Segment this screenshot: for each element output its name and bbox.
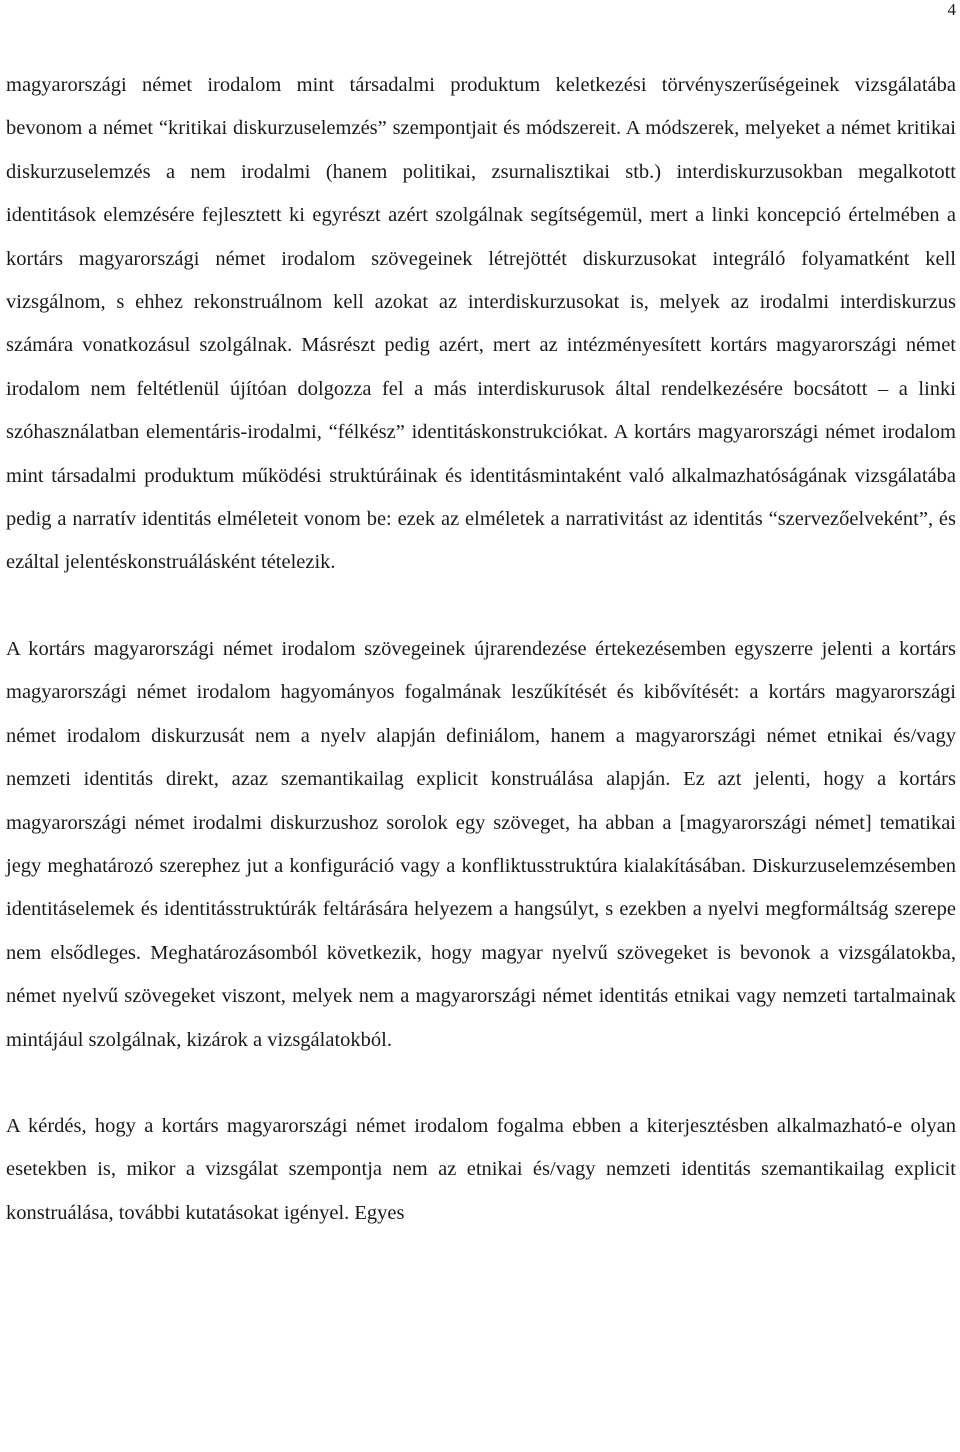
document-body	[6, 64, 956, 1235]
paragraph-1: magyarországi német irodalom mint társadalmi produktum keletkezési törvényszerűségeinek vizsgálatába bevonom a német “kritikai diskurzuselemzés” szempontjait és módszereit. A módszerek, melyeket a német kritikai diskurzuselemzés a nem irodalmi (hanem politikai, zsurnalisztikai stb.) interdiskurzusokban megalkotott identitások elemzésére fejlesztett ki egyrészt azért szolgálnak segítségemül, mert a linki koncepció értelmében a kortárs magyarországi német irodalom szövegeinek létrejöttét diskurzusokat integráló folyamatként kell vizsgálnom, s ehhez rekonstruálnom kell azokat az interdiskurzusokat is, melyek az irodalmi interdiskurzus számára vonatkozásul szolgálnak. Másrészt pedig azért, mert az intézményesített kortárs magyarországi német irodalom nem feltétlenül újítóan dolgozza fel a más interdiskurusok által rendelkezésére bocsátott – a linki szóhasználatban elementáris-irodalmi, “félkész” identitáskonstrukciókat. A kortárs magyarországi német irodalom mint társadalmi produktum működési struktúráinak és identitásmintaként való alkalmazhatóságának vizsgálatába pedig a narratív identitás elméleteit vonom be: ezek az elméletek a narrativitást az identitás “szervezőelveként”, és ezáltal jelentéskonstruálásként tételezik.	[6, 74, 956, 574]
paragraph-2: A kortárs magyarországi német irodalom szövegeinek újrarendezése értekezésemben egyszerre jelenti a kortárs magyarországi német irodalom hagyományos fogalmának leszűkítését és kibővítését: a kortárs magyarországi német irodalom diskurzusát nem a nyelv alapján definiálom, hanem a magyarországi német etnikai és/vagy nemzeti identitás direkt, azaz szemantikailag explicit konstruálása alapján. Ez azt jelenti, hogy a kortárs magyarországi német irodalmi diskurzushoz sorolok egy szöveget, ha abban a [magyarországi német] tematikai jegy meghatározó szerephez jut a konfiguráció vagy a konfliktusstruktúra kialakításában. Diskurzuselemzésemben identitáselemek és identitásstruktúrák feltárására helyezem a hangsúlyt, s ezekben a nyelvi megformáltság szerepe nem elsődleges. Meghatározásomból következik, hogy magyar nyelvű szövegeket is bevonok a vizsgálatokba, német nyelvű szövegeket viszont, melyek nem a magyarországi német identitás etnikai vagy nemzeti tartalmainak mintájául szolgálnak, kizárok a vizsgálatokból.	[6, 637, 956, 1051]
paragraph-3: A kérdés, hogy a kortárs magyarországi német irodalom fogalma ebben a kiterjesztésben alkalmazható-e olyan esetekben is, mikor a vizsgálat szempontja nem az etnikai és/vagy nemzeti identitás szemantikailag explicit konstruálása, további kutatásokat igényel. Egyes	[6, 1114, 956, 1224]
page-number: 4	[947, 0, 956, 19]
